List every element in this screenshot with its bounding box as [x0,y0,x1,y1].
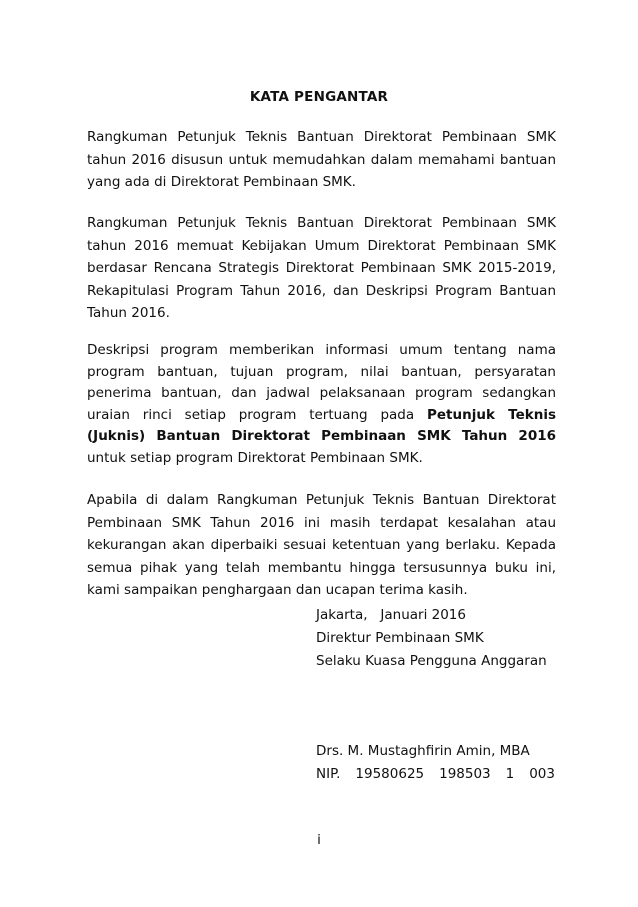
signer-nip [316,763,555,786]
juknis-title: Petunjuk Teknis (Juknis) Bantuan Direktorat Pembinaan SMK Tahun 2016 [87,406,557,444]
nip-part: 198503 [439,766,491,782]
signer-role: Selaku Kuasa Pengguna Anggaran [316,653,547,669]
nip-label: NIP. [316,766,341,782]
page-number: i [317,832,321,848]
signature-header [316,604,561,673]
signer-position: Direktur Pembinaan SMK [316,630,484,646]
nip-part: 1 [505,766,515,782]
signer-name: Drs. M. Mustaghfirin Amin, MBA [316,743,530,759]
paragraph-contents: Rangkuman Petunjuk Teknis Bantuan Direktorat Pembinaan SMK tahun 2016 memuat Kebijakan Umum Direktorat Pembinaan SMK berdasar Rencana Strategis Direktorat Pembinaan SMK 2015-2019, Rekapitulasi Program Tahun 2016, dan Deskripsi Program Bantuan Tahun 2016. [87,215,556,321]
paragraph-intro: Rangkuman Petunjuk Teknis Bantuan Direktorat Pembinaan SMK tahun 2016 disusun untuk memudahkan dalam memahami bantuan yang ada di Direktorat Pembinaan SMK. [87,129,556,190]
paragraph-description-end: untuk setiap program Direktorat Pembinaan SMK. [87,449,423,466]
place-date: Jakarta, Januari 2016 [316,607,466,623]
paragraph-description [87,340,556,469]
paragraph-closing: Apabila di dalam Rangkuman Petunjuk Teknis Bantuan Direktorat Pembinaan SMK Tahun 2016 ini masih terdapat kesalahan atau kekurangan akan diperbaiki sesuai ketentuan yang berlaku. Kepada semua pihak yang telah membantu hingga tersusunnya buku ini, kami sampaikan penghargaan dan ucapan terima kasih. [87,492,556,598]
nip-part: 003 [529,766,555,782]
signature-footer [316,740,561,786]
paragraph-description-text: Deskripsi program memberikan informasi umum tentang nama program bantuan, tujuan program, nilai bantuan, persyaratan penerima bantuan, dan jadwal pelaksanaan program sedangkan uraian rinci setiap program tertuang pada [87,342,556,423]
page-title: KATA PENGANTAR [249,89,389,105]
nip-part: 19580625 [355,766,425,782]
